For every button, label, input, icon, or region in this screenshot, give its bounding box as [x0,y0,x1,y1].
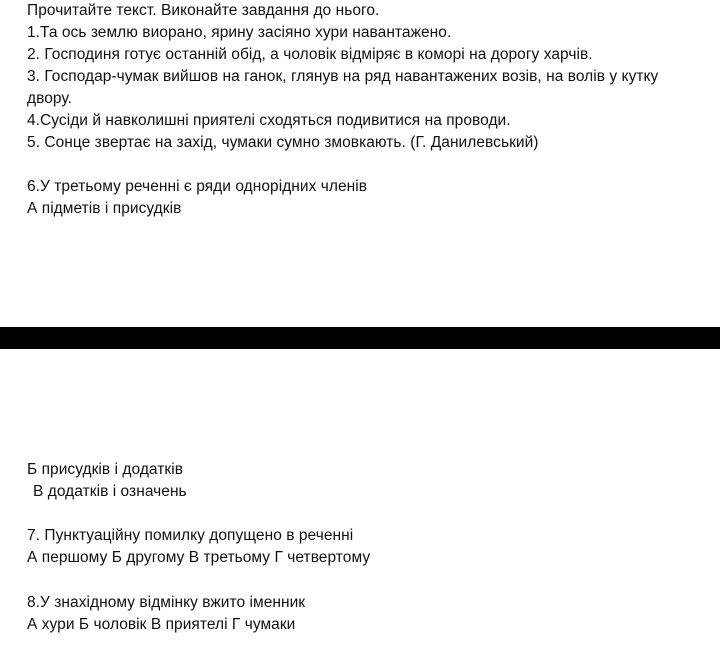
question-6: 6.У третьому реченні є ряди однорідних членів [27,178,368,195]
question-8-options: А хури Б чоловік В приятелі Г чумаки [27,616,296,633]
instruction-text: Прочитайте текст. Виконайте завдання до нього. [27,2,380,19]
black-divider-bar [0,327,720,349]
sentence-3: 3. Господар-чумак вийшов на ганок, глянув на ряд навантажених возів, на волів у кутку [27,68,659,85]
sentence-2: 2. Господиня готує останній обід, а чоловік відміряє в коморі на дорогу харчів. [27,46,593,63]
sentence-1: 1.Та ось землю виорано, ярину засіяно хури навантажено. [27,24,452,41]
question-7: 7. Пунктуаційну помилку допущено в реченні [27,527,354,544]
question-6-option-a: А підметів і присудків [27,200,182,217]
question-8: 8.У знахідному відмінку вжито іменник [27,594,306,611]
question-7-options: А першому Б другому В третьому Г четвертому [27,549,371,566]
question-6-option-c: В додатків і означень [33,483,187,500]
sentence-3-continuation: двору. [27,90,72,107]
question-6-option-b: Б присудків і додатків [27,461,184,478]
sentence-5: 5. Сонце звертає на захід, чумаки сумно змовкають. (Г. Данилевський) [27,134,539,151]
sentence-4: 4.Сусіди й навколишні приятелі сходяться подивитися на проводи. [27,112,511,129]
